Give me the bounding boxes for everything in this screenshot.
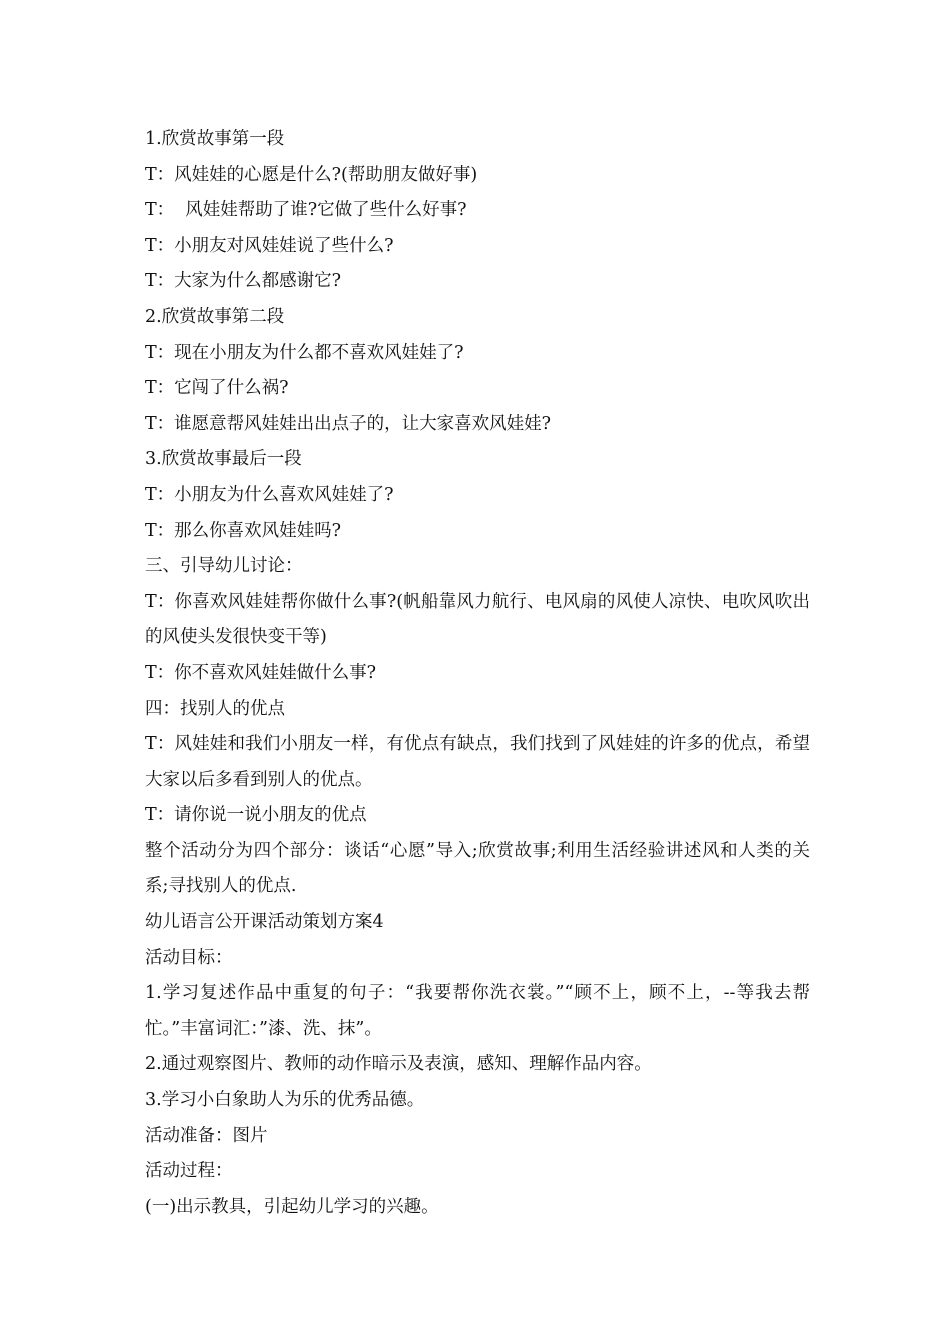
question-line: T：谁愿意帮风娃娃出出点子的，让大家喜欢风娃娃?: [145, 413, 552, 434]
section-heading: 活动准备：图片: [145, 1125, 268, 1146]
question-line: T：请你说一说小朋友的优点: [145, 805, 367, 826]
section-heading: 三、引导幼儿讨论：: [145, 556, 303, 577]
section-heading: 活动目标：: [145, 947, 233, 968]
question-line: T：它闯了什么祸?: [145, 378, 289, 399]
question-paragraph: T：你喜欢风娃娃帮你做什么事?(帆船靠风力航行、电风扇的风使人凉快、电吹风吹出的风使头发很快变干等): [145, 591, 810, 648]
section-heading: 2.欣赏故事第二段: [145, 306, 285, 327]
section-heading: 四：找别人的优点: [145, 698, 285, 719]
question-line: T：那么你喜欢风娃娃吗?: [145, 520, 342, 541]
question-line: T：大家为什么都感谢它?: [145, 271, 342, 292]
summary-paragraph: 整个活动分为四个部分：谈话“心愿”导入;欣赏故事;利用生活经验讲述风和人类的关系;寻找别人的优点.: [145, 840, 810, 897]
question-paragraph: T：风娃娃和我们小朋友一样，有优点有缺点，我们找到了风娃娃的许多的优点，希望大家以后多看到别人的优点。: [145, 734, 810, 790]
question-line: T：小朋友为什么喜欢风娃娃了?: [145, 484, 394, 505]
question-line: T： 风娃娃帮助了谁?它做了些什么好事?: [145, 200, 467, 221]
question-line: T：风娃娃的心愿是什么?(帮助朋友做好事): [145, 164, 478, 185]
section-heading: 1.欣赏故事第一段: [145, 129, 285, 149]
question-line: T：小朋友对风娃娃说了些什么?: [145, 235, 394, 256]
section-heading: 3.欣赏故事最后一段: [145, 449, 302, 470]
question-line: T：你不喜欢风娃娃做什么事?: [145, 662, 377, 683]
goal-line: 2.通过观察图片、教师的动作暗示及表演，感知、理解作品内容。: [145, 1054, 652, 1075]
plan-title: 幼儿语言公开课活动策划方案4: [145, 912, 384, 933]
section-heading: 活动过程：: [145, 1161, 233, 1182]
goal-line: 3.学习小白象助人为乐的优秀品德。: [145, 1090, 425, 1111]
goal-paragraph: 1.学习复述作品中重复的句子：“我要帮你洗衣裳。”“顾不上，顾不上，--等我去帮忙。”丰富词汇：”漆、洗、抹”。: [145, 983, 810, 1039]
question-line: T：现在小朋友为什么都不喜欢风娃娃了?: [145, 342, 464, 363]
process-line: (一)出示教具，引起幼儿学习的兴趣。: [145, 1196, 439, 1217]
document-body: [145, 122, 810, 1225]
